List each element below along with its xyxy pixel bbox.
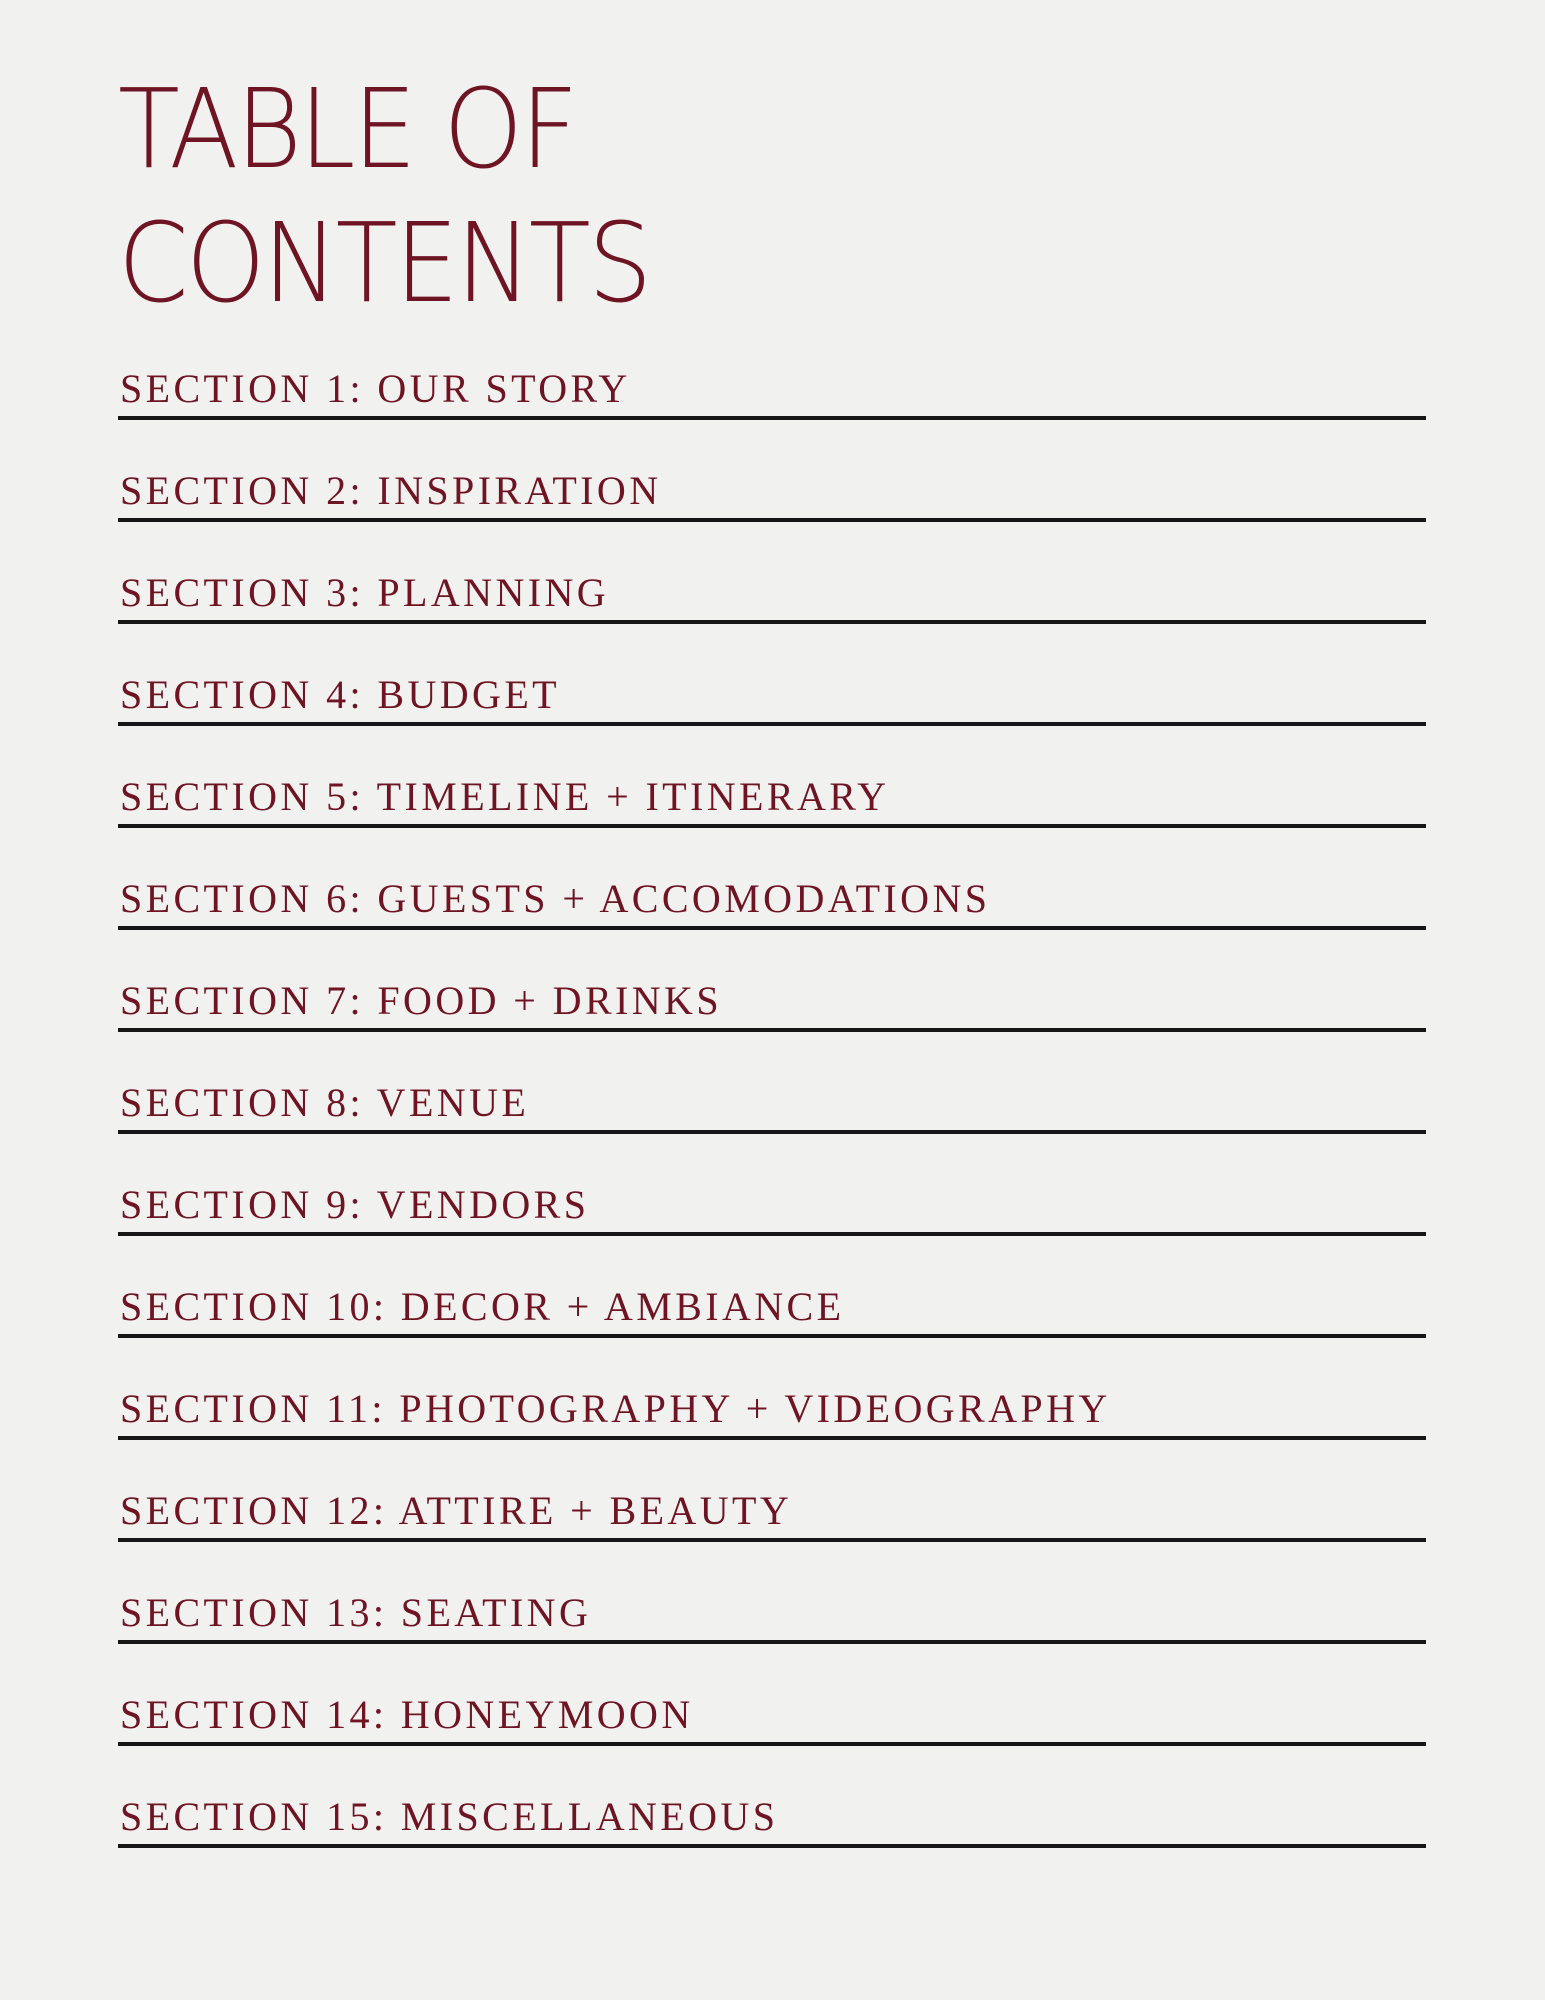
toc-entry-label: SECTION 10: DECOR + AMBIANCE	[120, 1284, 845, 1329]
toc-entry-label: SECTION 2: INSPIRATION	[120, 468, 662, 513]
toc-entry-label: SECTION 14: HONEYMOON	[120, 1692, 694, 1737]
page-title	[118, 62, 649, 330]
toc-entry-section-3[interactable]	[118, 564, 1426, 624]
toc-entry-section-14[interactable]	[118, 1686, 1426, 1746]
toc-entry-section-9[interactable]	[118, 1176, 1426, 1236]
toc-entry-label: SECTION 11: PHOTOGRAPHY + VIDEOGRAPHY	[120, 1386, 1111, 1431]
toc-entry-section-11[interactable]	[118, 1380, 1426, 1440]
toc-entry-label: SECTION 1: OUR STORY	[120, 366, 631, 411]
toc-entry-section-4[interactable]	[118, 666, 1426, 726]
title-line-2: CONTENTS	[118, 199, 650, 327]
toc-entry-label: SECTION 15: MISCELLANEOUS	[120, 1794, 779, 1839]
toc-entry-section-5[interactable]	[118, 768, 1426, 828]
toc-entry-label: SECTION 4: BUDGET	[120, 672, 561, 717]
toc-entry-section-12[interactable]	[118, 1482, 1426, 1542]
toc-entry-label: SECTION 6: GUESTS + ACCOMODATIONS	[120, 876, 991, 921]
toc-entry-section-8[interactable]	[118, 1074, 1426, 1134]
toc-entry-section-2[interactable]	[118, 462, 1426, 522]
toc-entry-label: SECTION 13: SEATING	[120, 1590, 592, 1635]
toc-entry-section-1[interactable]	[118, 360, 1426, 420]
toc-entry-section-10[interactable]	[118, 1278, 1426, 1338]
toc-entry-label: SECTION 8: VENUE	[120, 1080, 530, 1125]
toc-entry-label: SECTION 12: ATTIRE + BEAUTY	[120, 1488, 793, 1533]
toc-entry-label: SECTION 3: PLANNING	[120, 570, 610, 615]
toc-entry-section-15[interactable]	[118, 1788, 1426, 1848]
toc-entry-section-6[interactable]	[118, 870, 1426, 930]
title-line-1: TABLE OF	[118, 65, 576, 193]
toc-entry-section-13[interactable]	[118, 1584, 1426, 1644]
toc-entry-label: SECTION 9: VENDORS	[120, 1182, 590, 1227]
toc-entry-label: SECTION 5: TIMELINE + ITINERARY	[120, 774, 890, 819]
toc-entry-section-7[interactable]	[118, 972, 1426, 1032]
toc-entry-label: SECTION 7: FOOD + DRINKS	[120, 978, 722, 1023]
